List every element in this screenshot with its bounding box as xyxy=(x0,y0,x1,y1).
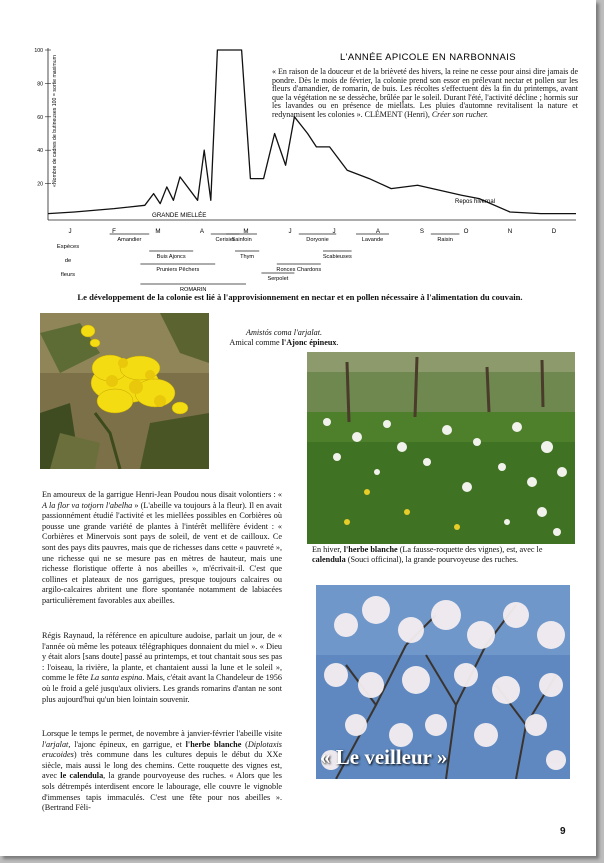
veilleur-overlay-title: « Le veilleur » xyxy=(320,745,448,769)
vineyard-caption-part: En hiver, xyxy=(312,545,344,554)
grande-miellee-label: GRANDE MIELLÉE xyxy=(152,212,207,219)
paragraph-bold: le calendula xyxy=(60,771,104,781)
flower-label: Doryonie xyxy=(306,237,329,243)
gorse-caption xyxy=(214,328,354,348)
flower-label: Pruniers Pêchers xyxy=(156,267,200,273)
vineyard-caption-part: (La fausse-roquette des vignes), est, avec le xyxy=(397,545,543,554)
flower-label: Scabieuses xyxy=(322,254,352,260)
intro-quote-source: Créer son rucher. xyxy=(431,109,489,119)
y-tick-label: 80 xyxy=(37,81,43,88)
gorse-caption-occitan: Amistós coma l'arjalat. xyxy=(245,328,323,337)
month-label: A xyxy=(375,228,381,235)
flower-label: Buis Ajoncs xyxy=(156,254,186,260)
paragraph-italic: l'arjalat xyxy=(42,739,69,749)
chart-caption: Le développement de la colonie est lié à l'approvisionnement en nectar et en pollen nécessaire à l'alimentation du couvain. xyxy=(77,292,523,302)
y-tick-label: 40 xyxy=(37,148,43,155)
gorse-caption-prefix: Amical comme xyxy=(229,338,282,347)
vineyard-photo xyxy=(307,352,575,544)
flower-label: Thym xyxy=(240,254,255,260)
intro-quote-text: « En raison de la douceur et de la brièveté des hivers, la reine ne cesse pour ainsi dire jamais de pondre. Dès le mois de février, la colonie prend son essor en prélevant nectar et pollen sur les fleurs d'amandier, de romarin, de buis. Les récoltes s'effectuent dès la fin du printemps, avant que la végétation ne se dessèche, brûlée par le soleil. Durant l'été, l'activité décline ; hormis sur les lavandes ou en présence de miellats. Les pluies d'automne revitalisent la nature et redynamisent les colonies ». CLÉMENT (Henri), xyxy=(272,67,578,119)
gorse-caption-bold: l'Ajonc épineux xyxy=(281,338,337,347)
flower-label: Cerisier xyxy=(215,237,235,243)
chart-title: L'ANNÉE APICOLE EN NARBONNAIS xyxy=(340,52,517,63)
y-tick-label: 20 xyxy=(37,181,43,188)
paragraph-herbe-blanche xyxy=(42,729,282,814)
paragraph-text: ( xyxy=(241,739,248,749)
paragraph-text: . Mais, c'était avant la Chandeleur de 1956 où le froid a gelé jusqu'aux oliviers. Les grands romarins d'antan ne sont plus aujourd'hui qu'un bien lointain souvenir. xyxy=(42,673,282,704)
flower-label: Amandier xyxy=(117,237,142,243)
paragraph-text: Lorsque le temps le permet, de novembre à janvier-février l'abeille visite xyxy=(42,729,282,738)
month-label: D xyxy=(551,228,557,235)
y-axis-label: «Nombre de cadres de butineuses 100 = sortie maximum xyxy=(52,55,58,187)
vineyard-caption-part: (Souci officinal), la grande pourvoyeuse des ruches. xyxy=(345,555,519,564)
month-label: O xyxy=(463,228,469,235)
flower-label: Lavande xyxy=(361,237,384,243)
paragraph-text: ) très commune dans les cultures depuis le début du XXe siècle, mais aussi le long des chemins. Cette rouquette des vignes est, avec xyxy=(42,750,282,781)
flower-label: ROMARIN xyxy=(179,287,207,293)
gorse-photo xyxy=(40,313,209,469)
gorse-caption-french xyxy=(214,338,354,348)
paragraph-poudou xyxy=(42,490,282,607)
paragraph-italic: A la flor va totjorn l'abelha xyxy=(42,500,133,510)
page-number: 9 xyxy=(560,826,566,837)
gorse-caption-end: . xyxy=(336,338,339,347)
paragraph-italic: Diplotaxis erucoides xyxy=(42,739,282,760)
paragraph-italic: La santa espina xyxy=(90,673,143,683)
y-tick-label: 100 xyxy=(34,48,43,54)
vineyard-caption-bold: l'herbe blanche xyxy=(343,545,398,554)
month-label: J xyxy=(68,228,72,235)
paragraph-text: » (L'abeille va toujours à la fleur). Il en avait passionnément étudié l'activité et les miellées possibles en Corbières où pousse une grande variété de plantes à l'intérêt mellifère évident : « Corbières et Minervois sont pays de soleil, de vent et de cailloux. Ce sont des pays dits pauvres, mais que de richesses dans cette « pauvreté », une richesse qui ne se mesure pas en mètres de hauteur, mais une richesse floristique offerte à nos abeilles », m'écrivait-il. C'est que collines et plateaux de nos garrigues, presque toujours calcaires ou argilo-calcaires abritent une flore spontanée notamment de labiacées particulièrement favorables aux abeilles. xyxy=(42,500,282,605)
month-label: J xyxy=(332,228,336,235)
paragraph-raynaud xyxy=(42,631,282,705)
month-label: J xyxy=(288,228,292,235)
y-tick-label: 60 xyxy=(37,114,43,121)
paragraph-bold: l'herbe blanche xyxy=(185,739,242,749)
intro-quote xyxy=(272,68,578,120)
flower-label: Ronces Chardons xyxy=(276,267,322,273)
almond-photo xyxy=(316,585,570,779)
month-label: A xyxy=(199,228,205,235)
flower-label: Raisin xyxy=(437,237,453,243)
flower-label: Sainfoin xyxy=(231,237,252,243)
paragraph-text: Régis Raynaud, la référence en apiculture audoise, parlait un jour, de « l'année où même les poteaux télégraphiques donnaient du miel ». « Dieu y était alors [sans doute] passé au printemps, et tout chantait sous ses pas : l'oiseau, la rivière, la plante, et chantaient aussi la lune et le soleil », comme le fête xyxy=(42,631,282,683)
paragraph-text: En amoureux de la garrigue Henri-Jean Poudou nous disait volontiers : « xyxy=(42,490,282,499)
month-label: F xyxy=(112,228,116,235)
species-label: fleurs xyxy=(60,272,76,278)
repos-hivernal-label: Repos hivernal xyxy=(455,199,496,205)
paragraph-text: , la grande pourvoyeuse des ruches. « Alors que les sols détrempés interdisent encore le labourage, elle couvre le vignoble d'immenses tapis immaculés. C'est une fête pour nos abeilles ». (Bertrand Fèli- xyxy=(42,771,282,813)
vineyard-caption xyxy=(312,545,574,565)
species-label: Espèces xyxy=(56,244,80,250)
flower-label: Serpolet xyxy=(267,276,289,282)
species-label: de xyxy=(64,258,72,264)
month-label: M xyxy=(243,228,249,235)
month-label: M xyxy=(155,228,161,235)
month-label: N xyxy=(507,228,513,235)
vineyard-caption-bold: calendula xyxy=(312,555,346,564)
month-label: S xyxy=(419,228,425,235)
paragraph-text: , l'ajonc épineux, en garrigue, et xyxy=(68,739,186,749)
